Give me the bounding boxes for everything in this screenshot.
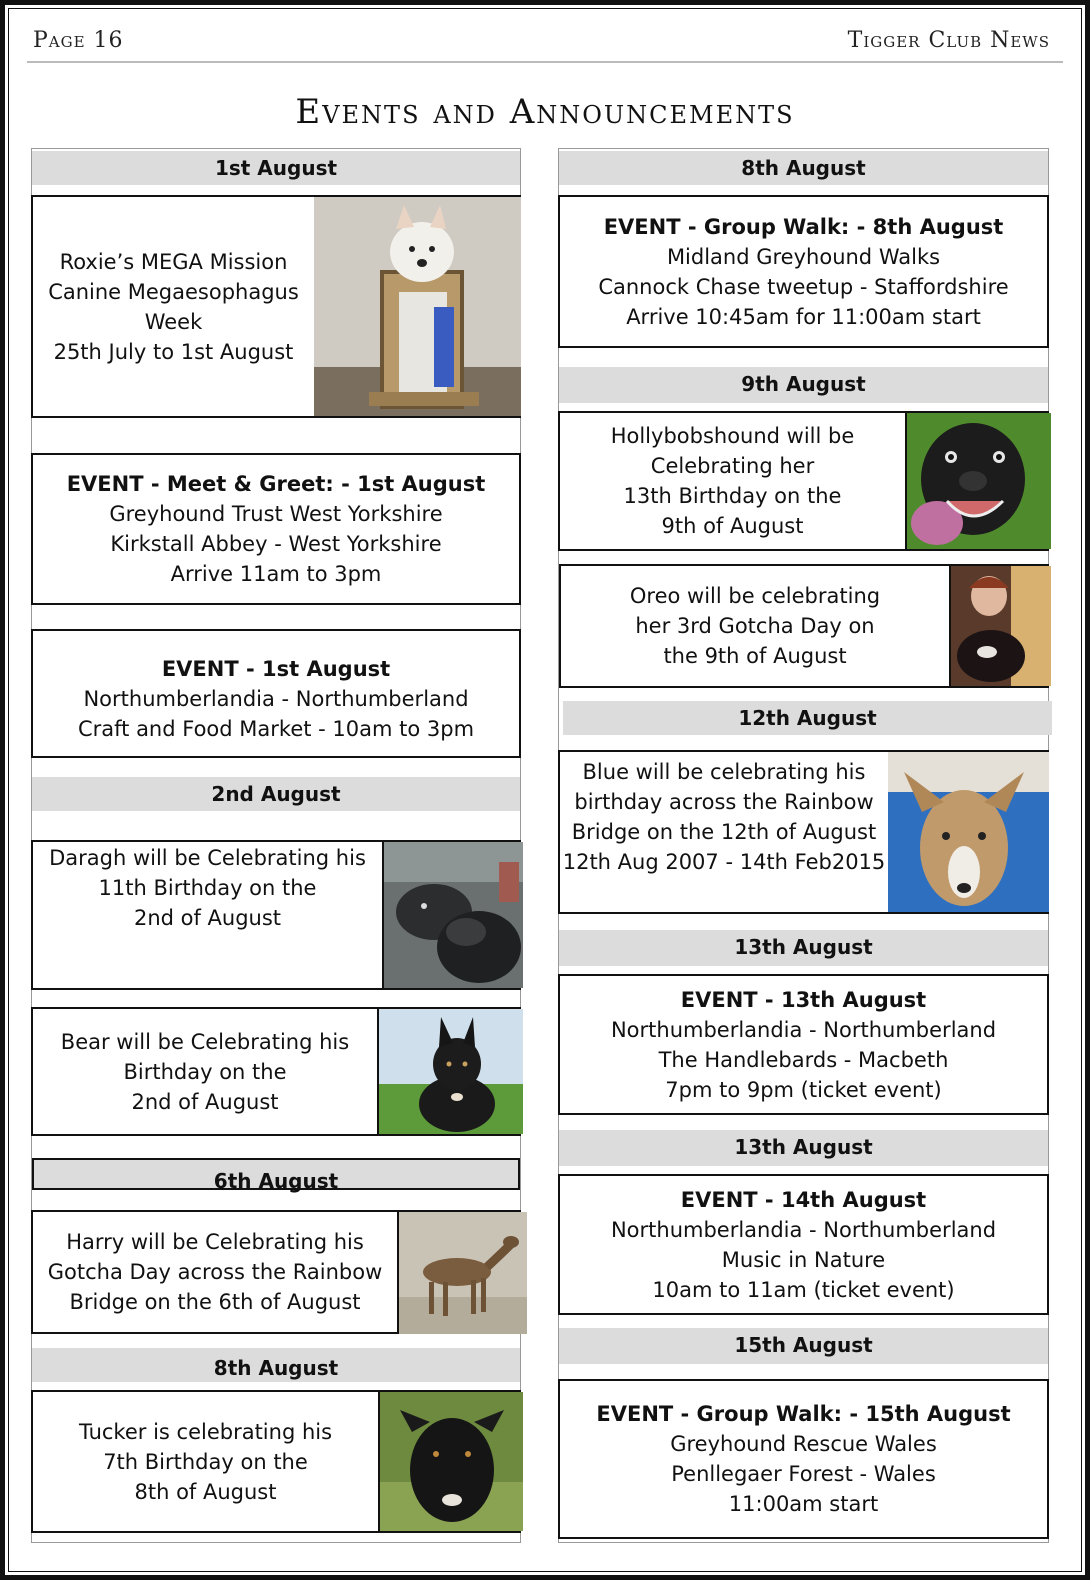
bear-dog-photo (377, 1009, 523, 1134)
walk15-line-3: Penllegaer Forest - Wales (671, 1462, 936, 1486)
bear-line-2: Birthday on the (123, 1059, 287, 1084)
blue-line-3: Bridge on the 12th of August (571, 820, 877, 844)
event13-line-3: The Handlebards - Macbeth (658, 1047, 949, 1072)
date-band-15th-august: 15th August (559, 1328, 1048, 1364)
date-band-13th-august-b: 13th August (559, 1130, 1048, 1166)
group-walk-8th-event (558, 195, 1049, 348)
bear-announcement (31, 1007, 521, 1136)
event1-title: EVENT - 1st August (161, 656, 391, 681)
tucker-dog-photo (378, 1392, 523, 1531)
northumberlandia-market-event (31, 629, 521, 758)
event14-title: EVENT - 14th August (680, 1187, 927, 1212)
date-band-8th-august-left: 8th August (32, 1348, 520, 1382)
newsletter-name: Tigger Club News (847, 28, 1050, 53)
blue-line-2: birthday across the Rainbow (574, 790, 874, 814)
date-band-13th-august-a: 13th August (559, 930, 1048, 966)
event13-line-2: Northumberlandia - Northumberland (610, 1017, 997, 1042)
roxie-line-4: 25th July to 1st August (53, 339, 294, 364)
walk15-line-4: 11:00am start (728, 1492, 879, 1516)
event14-line-4: 10am to 11am (ticket event) (652, 1277, 955, 1302)
walk15-title: EVENT - Group Walk: - 15th August (596, 1402, 1011, 1426)
meet-title: EVENT - Meet & Greet: - 1st August (66, 472, 486, 496)
oreo-announcement (559, 564, 1049, 688)
bear-line-1: Bear will be Celebrating his (60, 1029, 350, 1054)
oreo-line-2: her 3rd Gotcha Day on (635, 614, 875, 638)
tucker-line-1: Tucker is celebrating his (78, 1419, 333, 1444)
blue-dog-photo (888, 752, 1049, 912)
daragh-announcement (31, 840, 521, 990)
date-band-12th-august: 12th August (563, 701, 1052, 735)
walk8-line-4: Arrive 10:45am for 11:00am start (626, 304, 981, 329)
event14-line-3: Music in Nature (721, 1247, 886, 1272)
meet-line-3: Kirkstall Abbey - West Yorkshire (110, 532, 442, 556)
daragh-dog-photo (382, 842, 523, 988)
music-in-nature-event (558, 1174, 1049, 1315)
date-band-8th-august-right: 8th August (559, 151, 1048, 185)
tucker-line-3: 8th of August (134, 1479, 277, 1504)
date-band-6th-august: 6th August (32, 1158, 520, 1190)
oreo-line-3: the 9th of August (663, 644, 847, 668)
harry-announcement (31, 1210, 521, 1334)
header-rule (27, 61, 1063, 63)
daragh-line-1: Daragh will be Celebrating his (49, 846, 366, 870)
event1-line-3: Craft and Food Market - 10am to 3pm (77, 716, 475, 741)
daragh-line-2: 11th Birthday on the (98, 876, 317, 900)
hollybobshound-dog-photo (905, 413, 1051, 549)
handlebards-macbeth-event (558, 974, 1049, 1115)
harry-line-2: Gotcha Day across the Rainbow (47, 1260, 383, 1284)
event14-line-2: Northumberlandia - Northumberland (610, 1217, 997, 1242)
page-number: Page 16 (33, 28, 124, 53)
roxie-line-2: Canine Megaesophagus (48, 279, 299, 304)
hollybobshound-announcement (558, 411, 1049, 551)
holly-line-3: 13th Birthday on the (623, 484, 842, 508)
holly-line-2: Celebrating her (650, 454, 815, 478)
harry-line-1: Harry will be Celebrating his (66, 1230, 364, 1254)
meet-and-greet-event (31, 453, 521, 605)
group-walk-15th-event (558, 1379, 1049, 1539)
date-band-1st-august: 1st August (32, 151, 520, 185)
harry-line-3: Bridge on the 6th of August (69, 1290, 361, 1314)
oreo-dog-photo (949, 566, 1051, 686)
event1-line-2: Northumberlandia - Northumberland (83, 686, 469, 711)
walk15-line-2: Greyhound Rescue Wales (670, 1432, 937, 1456)
bear-line-3: 2nd of August (131, 1089, 279, 1114)
walk8-line-3: Cannock Chase tweetup - Staffordshire (598, 274, 1009, 299)
blue-line-1: Blue will be celebrating his (582, 760, 866, 784)
oreo-line-1: Oreo will be celebrating (629, 584, 881, 608)
daragh-line-3: 2nd of August (133, 906, 282, 930)
roxie-line-3: Week (144, 309, 203, 334)
roxie-announcement (31, 195, 521, 418)
blue-announcement (558, 750, 1049, 914)
holly-line-4: 9th of August (661, 514, 804, 538)
blue-line-4: 12th Aug 2007 - 14th Feb2015 (562, 850, 886, 874)
event13-line-4: 7pm to 9pm (ticket event) (665, 1077, 942, 1102)
tucker-line-2: 7th Birthday on the (103, 1449, 308, 1474)
meet-line-2: Greyhound Trust West Yorkshire (109, 502, 443, 526)
walk8-line-2: Midland Greyhound Walks (666, 244, 941, 269)
tucker-announcement (31, 1390, 521, 1533)
roxie-dog-photo (314, 197, 521, 416)
page-title: Events and Announcements (295, 92, 795, 132)
event13-title: EVENT - 13th August (680, 987, 927, 1012)
walk8-title: EVENT - Group Walk: - 8th August (603, 214, 1004, 239)
meet-line-4: Arrive 11am to 3pm (170, 562, 382, 586)
harry-dog-photo (397, 1212, 527, 1334)
holly-line-1: Hollybobshound will be (610, 424, 855, 448)
date-band-2nd-august: 2nd August (32, 777, 520, 811)
date-band-9th-august: 9th August (559, 367, 1048, 403)
roxie-line-1: Roxie’s MEGA Mission (59, 249, 288, 274)
